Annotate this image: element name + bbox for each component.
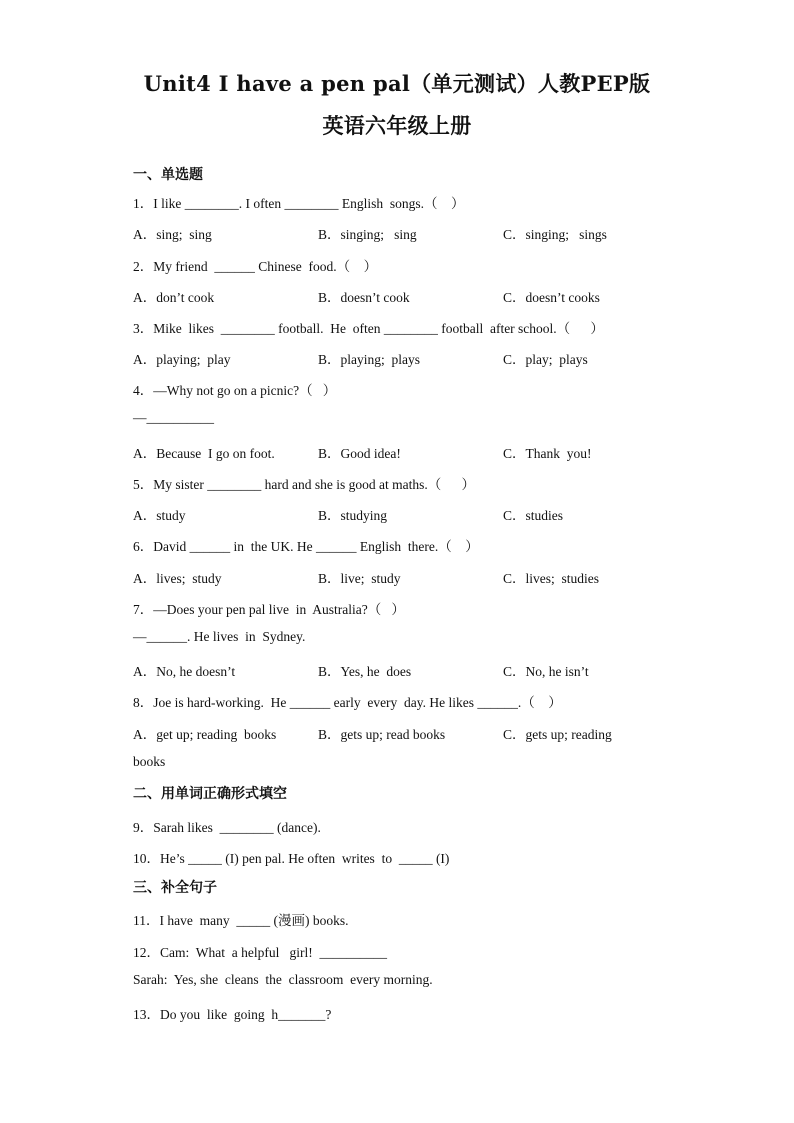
question-1-stem: 1．I like ________. I often ________ English songs.（ ） (133, 196, 465, 211)
question-5-option-a: A．study (133, 508, 186, 523)
question-4-option-c: C．Thank you! (503, 446, 592, 461)
question-3-stem: 3．Mike likes ________ football. He often ________ football after school.（ ） (133, 321, 604, 336)
question-4-stem: 4．—Why not go on a picnic?（ ） (133, 383, 337, 398)
section-heading-complete-sentences: 三、补全句子 (133, 880, 217, 896)
question-1-option-a: A．sing; sing (133, 227, 212, 242)
page-title: Unit4 I have a pen pal（单元测试）人教PEP版 (143, 71, 651, 96)
question-1-option-c: C．singing; sings (503, 227, 607, 242)
question-7-option-b: B．Yes, he does (318, 664, 412, 679)
question-6-stem: 6．David ______ in the UK. He ______ English there.（ ） (133, 539, 479, 554)
question-4-option-a: A．Because I go on foot. (133, 446, 275, 461)
question-4-option-b: B．Good idea! (318, 446, 401, 461)
question-7-option-a: A．No, he doesn’t (133, 664, 236, 679)
question-11: 11．I have many _____ (漫画) books. (133, 913, 349, 928)
question-6-option-a: A．lives; study (133, 571, 222, 586)
question-8-option-a: A．get up; reading books (133, 727, 277, 742)
question-5-option-b: B．studying (318, 508, 388, 523)
question-10: 10．He’s _____ (I) pen pal. He often writes to _____ (I) (133, 851, 450, 866)
question-8-option-b: B．gets up; read books (318, 727, 446, 742)
section-heading-word-form: 二、用单词正确形式填空 (133, 786, 287, 802)
question-7-answer-line: —______. He lives in Sydney. (133, 629, 306, 644)
question-6-option-c: C．lives; studies (503, 571, 600, 586)
question-6-option-b: B．live; study (318, 571, 401, 586)
question-3-option-a: A．playing; play (133, 352, 231, 367)
question-5-option-c: C．studies (503, 508, 564, 523)
question-5-stem: 5．My sister ________ hard and she is good at maths.（ ） (133, 477, 475, 492)
question-2-option-b: B．doesn’t cook (318, 290, 410, 305)
question-2-stem: 2．My friend ______ Chinese food.（ ） (133, 259, 378, 274)
question-9: 9．Sarah likes ________ (dance). (133, 820, 321, 835)
question-3-option-b: B．playing; plays (318, 352, 420, 367)
question-12: 12．Cam: What a helpful girl! __________ (133, 945, 387, 960)
question-13: 13．Do you like going h_______? (133, 1007, 332, 1022)
question-1-option-b: B．singing; sing (318, 227, 417, 242)
question-7-option-c: C．No, he isn’t (503, 664, 589, 679)
question-8-stem: 8．Joe is hard-working. He ______ early every day. He likes ______.（ ） (133, 695, 562, 710)
page-subtitle: 英语六年级上册 (322, 113, 472, 138)
question-4-answer-line: —__________ (133, 410, 214, 425)
question-2-option-c: C．doesn’t cooks (503, 290, 600, 305)
question-2-option-a: A．don’t cook (133, 290, 215, 305)
question-12-reply: Sarah: Yes, she cleans the classroom every morning. (133, 972, 433, 987)
question-8-option-c-continued: books (133, 754, 166, 769)
question-3-option-c: C．play; plays (503, 352, 588, 367)
question-7-stem: 7．—Does your pen pal live in Australia?（ ） (133, 602, 405, 617)
section-heading-multiple-choice: 一、单选题 (133, 167, 203, 183)
question-8-option-c: C．gets up; reading (503, 727, 612, 742)
